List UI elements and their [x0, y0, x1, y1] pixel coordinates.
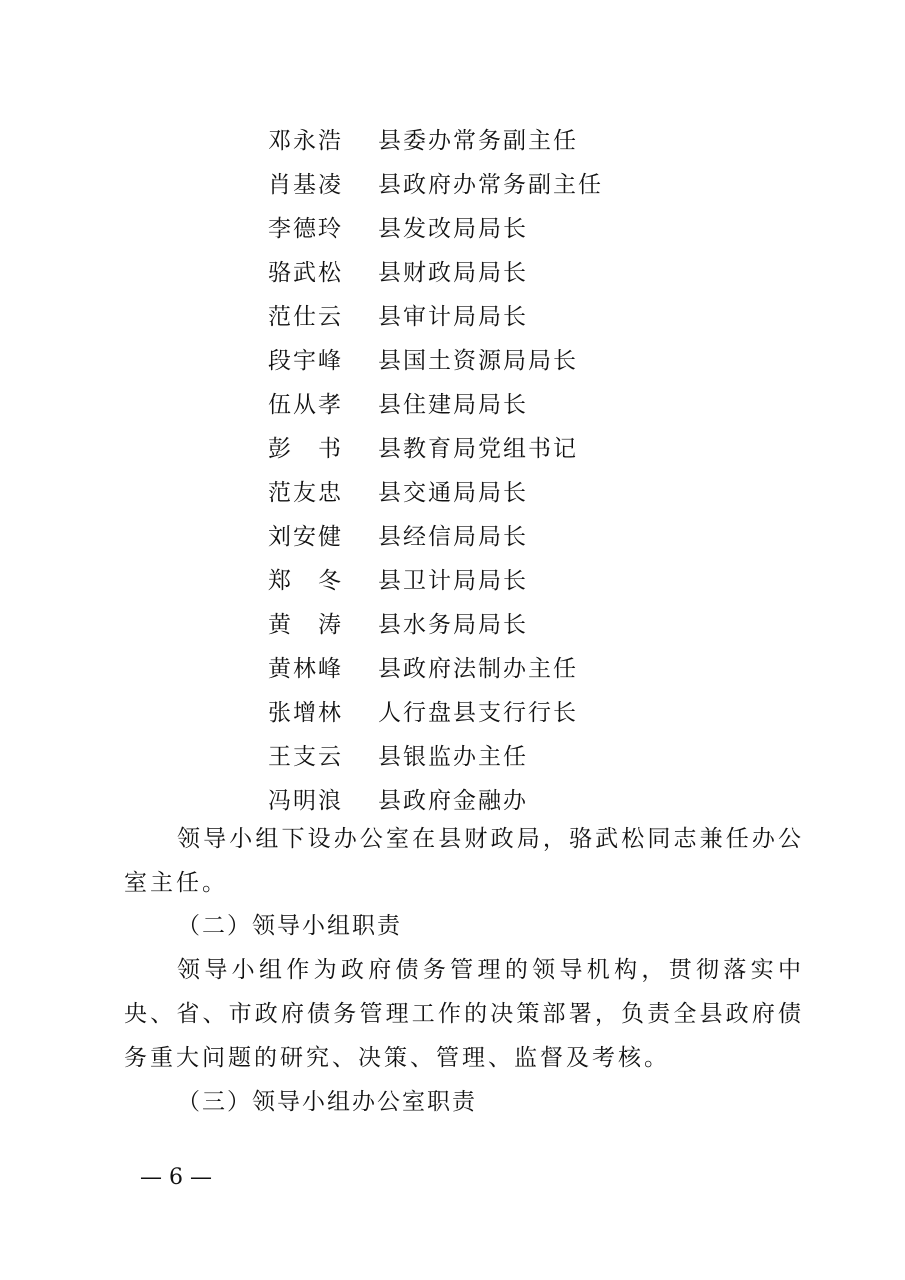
member-row [268, 468, 688, 512]
page-number: — 6 — [140, 1165, 212, 1190]
member-name: 张增林 [268, 699, 343, 726]
member-title: 县审计局局长 [378, 303, 528, 330]
member-title: 县住建局局长 [378, 391, 528, 418]
member-name: 彭 书 [268, 435, 343, 462]
member-title: 县政府办常务副主任 [378, 171, 603, 198]
member-name: 王支云 [268, 743, 343, 770]
member-name: 李德玲 [268, 215, 343, 242]
member-name: 冯明浪 [268, 787, 343, 814]
member-list [268, 116, 688, 820]
member-row [268, 160, 688, 204]
member-row [268, 292, 688, 336]
member-title: 县教育局党组书记 [378, 435, 578, 462]
member-name: 黄林峰 [268, 655, 343, 682]
member-name: 邓永浩 [268, 127, 343, 154]
member-row [268, 776, 688, 820]
member-name: 伍从孝 [268, 391, 343, 418]
member-row [268, 336, 688, 380]
member-title: 人行盘县支行行长 [378, 699, 578, 726]
member-row [268, 600, 688, 644]
member-name: 肖基凌 [268, 171, 343, 198]
member-row [268, 512, 688, 556]
member-title: 县经信局局长 [378, 523, 528, 550]
member-title: 县政府金融办 [378, 787, 528, 814]
member-name: 范仕云 [268, 303, 343, 330]
member-name: 黄 涛 [268, 611, 343, 638]
member-title: 县银监办主任 [378, 743, 528, 770]
member-title: 县交通局局长 [378, 479, 528, 506]
member-title: 县水务局局长 [378, 611, 528, 638]
member-name: 刘安健 [268, 523, 343, 550]
member-row [268, 644, 688, 688]
member-name: 郑 冬 [268, 567, 343, 594]
section-heading-duties: （二）领导小组职责 [177, 913, 402, 939]
office-paragraph: 领导小组下设办公室在县财政局，骆武松同志兼任办公室主任。 [124, 826, 804, 896]
member-row [268, 556, 688, 600]
member-row [268, 688, 688, 732]
member-row [268, 204, 688, 248]
member-name: 段宇峰 [268, 347, 343, 374]
member-title: 县政府法制办主任 [378, 655, 578, 682]
member-title: 县卫计局局长 [378, 567, 528, 594]
member-title: 县委办常务副主任 [378, 127, 578, 154]
member-title: 县发改局局长 [378, 215, 528, 242]
member-title: 县国土资源局局长 [378, 347, 578, 374]
duties-paragraph: 领导小组作为政府债务管理的领导机构，贯彻落实中央、省、市政府债务管理工作的决策部署，负责全县政府债务重大问题的研究、决策、管理、监督及考核。 [124, 957, 804, 1071]
member-row [268, 248, 688, 292]
member-row [268, 424, 688, 468]
member-row [268, 380, 688, 424]
member-row [268, 732, 688, 776]
member-row [268, 116, 688, 160]
member-title: 县财政局局长 [378, 259, 528, 286]
member-name: 骆武松 [268, 259, 343, 286]
member-name: 范友忠 [268, 479, 343, 506]
section-heading-office-duties: （三）领导小组办公室职责 [177, 1089, 477, 1115]
